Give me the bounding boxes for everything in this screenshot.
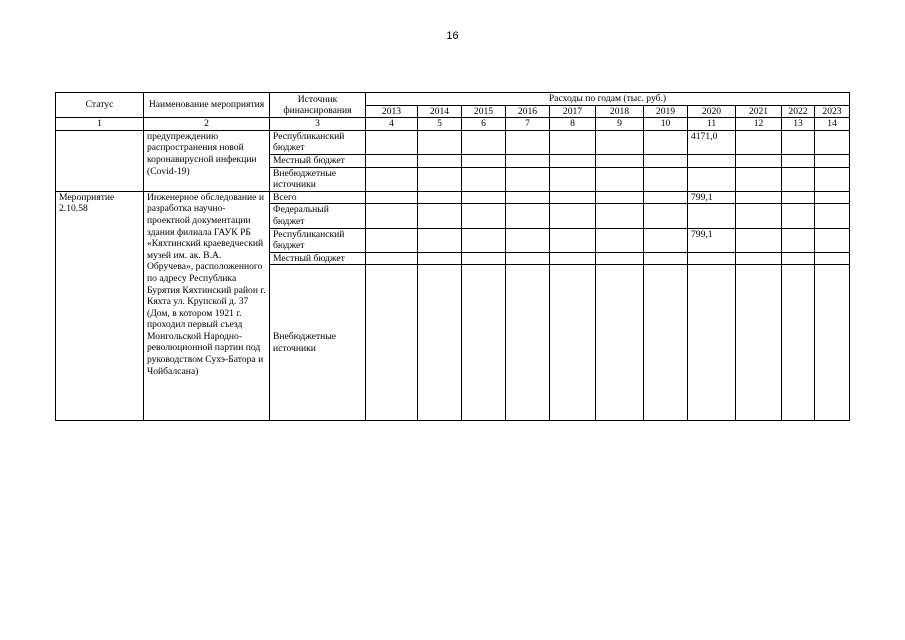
- header-year: 2022: [782, 105, 815, 118]
- year-value-cell: [418, 154, 462, 167]
- year-value-cell: [815, 154, 850, 167]
- year-value-cell: [550, 154, 596, 167]
- year-value-cell: [782, 130, 815, 154]
- year-value-cell: [506, 130, 550, 154]
- column-number: 6: [462, 118, 506, 131]
- header-status: Статус: [56, 93, 144, 118]
- year-value-cell: [688, 154, 736, 167]
- year-value-cell: [550, 252, 596, 265]
- year-value-cell: [688, 204, 736, 228]
- status-cell: [56, 130, 144, 191]
- page-number: 16: [446, 30, 459, 42]
- column-number: 7: [506, 118, 550, 131]
- year-value-cell: [736, 265, 782, 421]
- year-value-cell: [596, 204, 644, 228]
- year-value-cell: [418, 167, 462, 191]
- column-number: 5: [418, 118, 462, 131]
- year-value-cell: [782, 204, 815, 228]
- year-value-cell: 799,1: [688, 228, 736, 252]
- year-value-cell: [782, 265, 815, 421]
- year-value-cell: 799,1: [688, 191, 736, 204]
- year-value-cell: [736, 204, 782, 228]
- year-value-cell: [462, 191, 506, 204]
- year-value-cell: [366, 154, 418, 167]
- table-row: [56, 191, 850, 204]
- header-year: 2021: [736, 105, 782, 118]
- status-cell: Мероприятие 2.10.58: [56, 191, 144, 421]
- column-number: 11: [688, 118, 736, 131]
- event-name-cell: Инженерное обследование и разработка научно-проектной документации здания филиала ГАУК РБ «Кяхтинский краеведческий музей им. ак. В.А. Обручева», расположенного по адресу Республика Бурятия Кяхтинский район г. Кяхта ул. Крупской д. 37 (Дом, в котором 1921 г. проходил первый съезд Монгольской Народно-революционной партии под руководством Сухэ-Батора и Чойбалсана): [144, 191, 270, 421]
- year-value-cell: [644, 191, 688, 204]
- year-value-cell: [366, 265, 418, 421]
- header-year: 2015: [462, 105, 506, 118]
- header-year: 2017: [550, 105, 596, 118]
- year-value-cell: [596, 167, 644, 191]
- year-value-cell: [550, 228, 596, 252]
- year-value-cell: [596, 130, 644, 154]
- year-value-cell: [506, 191, 550, 204]
- year-value-cell: [736, 252, 782, 265]
- funding-source-cell: Внебюджетные источники: [270, 265, 366, 421]
- header-year: 2018: [596, 105, 644, 118]
- year-value-cell: [815, 191, 850, 204]
- year-value-cell: [366, 252, 418, 265]
- year-value-cell: [736, 154, 782, 167]
- year-value-cell: [596, 228, 644, 252]
- year-value-cell: [782, 167, 815, 191]
- year-value-cell: [782, 228, 815, 252]
- header-expenses-by-year: Расходы по годам (тыс. руб.): [366, 93, 850, 106]
- year-value-cell: [462, 252, 506, 265]
- column-number: 2: [144, 118, 270, 131]
- header-year: 2013: [366, 105, 418, 118]
- year-value-cell: [815, 167, 850, 191]
- year-value-cell: [736, 191, 782, 204]
- year-value-cell: [418, 204, 462, 228]
- year-value-cell: [462, 167, 506, 191]
- year-value-cell: [596, 265, 644, 421]
- funding-source-cell: Местный бюджет: [270, 154, 366, 167]
- year-value-cell: [736, 130, 782, 154]
- year-value-cell: [644, 252, 688, 265]
- year-value-cell: [506, 167, 550, 191]
- year-value-cell: [506, 252, 550, 265]
- funding-source-cell: Федеральный бюджет: [270, 204, 366, 228]
- year-value-cell: [782, 154, 815, 167]
- year-value-cell: [736, 167, 782, 191]
- year-value-cell: [506, 154, 550, 167]
- funding-source-cell: Республиканский бюджет: [270, 228, 366, 252]
- funding-source-cell: Внебюджетные источники: [270, 167, 366, 191]
- year-value-cell: [815, 252, 850, 265]
- year-value-cell: [815, 265, 850, 421]
- year-value-cell: [688, 265, 736, 421]
- year-value-cell: [550, 191, 596, 204]
- year-value-cell: [462, 130, 506, 154]
- year-value-cell: [644, 130, 688, 154]
- header-year: 2023: [815, 105, 850, 118]
- funding-source-cell: Всего: [270, 191, 366, 204]
- column-number: 8: [550, 118, 596, 131]
- column-number: 10: [644, 118, 688, 131]
- header-event-name: Наименование мероприятия: [144, 93, 270, 118]
- year-value-cell: [506, 228, 550, 252]
- year-value-cell: [418, 228, 462, 252]
- year-value-cell: [736, 228, 782, 252]
- year-value-cell: [688, 252, 736, 265]
- year-value-cell: [418, 252, 462, 265]
- column-number: 12: [736, 118, 782, 131]
- year-value-cell: [596, 154, 644, 167]
- year-value-cell: [462, 265, 506, 421]
- year-value-cell: [596, 252, 644, 265]
- year-value-cell: [506, 204, 550, 228]
- year-value-cell: [815, 130, 850, 154]
- column-number: 3: [270, 118, 366, 131]
- year-value-cell: [366, 130, 418, 154]
- year-value-cell: [644, 265, 688, 421]
- table-row: [56, 130, 850, 154]
- year-value-cell: [462, 228, 506, 252]
- column-number: 4: [366, 118, 418, 131]
- column-number: 13: [782, 118, 815, 131]
- year-value-cell: [782, 191, 815, 204]
- year-value-cell: [462, 154, 506, 167]
- year-value-cell: [462, 204, 506, 228]
- event-name-cell: предупреждению распространения новой коронавирусной инфекции (Covid-19): [144, 130, 270, 191]
- year-value-cell: [688, 167, 736, 191]
- column-number: 9: [596, 118, 644, 131]
- year-value-cell: [418, 191, 462, 204]
- year-value-cell: [418, 265, 462, 421]
- header-funding-source: Источник финансирования: [270, 93, 366, 118]
- header-year: 2020: [688, 105, 736, 118]
- column-number: 14: [815, 118, 850, 131]
- year-value-cell: [782, 252, 815, 265]
- header-year: 2016: [506, 105, 550, 118]
- budget-table: [55, 92, 850, 421]
- column-number: 1: [56, 118, 144, 131]
- header-year: 2014: [418, 105, 462, 118]
- year-value-cell: [644, 167, 688, 191]
- funding-source-cell: Республиканский бюджет: [270, 130, 366, 154]
- year-value-cell: [366, 228, 418, 252]
- year-value-cell: [366, 204, 418, 228]
- year-value-cell: 4171,0: [688, 130, 736, 154]
- year-value-cell: [550, 130, 596, 154]
- year-value-cell: [644, 204, 688, 228]
- year-value-cell: [506, 265, 550, 421]
- year-value-cell: [366, 167, 418, 191]
- year-value-cell: [644, 154, 688, 167]
- year-value-cell: [366, 191, 418, 204]
- year-value-cell: [815, 204, 850, 228]
- year-value-cell: [550, 204, 596, 228]
- year-value-cell: [815, 228, 850, 252]
- year-value-cell: [550, 167, 596, 191]
- year-value-cell: [550, 265, 596, 421]
- header-year: 2019: [644, 105, 688, 118]
- funding-source-cell: Местный бюджет: [270, 252, 366, 265]
- year-value-cell: [418, 130, 462, 154]
- year-value-cell: [644, 228, 688, 252]
- year-value-cell: [596, 191, 644, 204]
